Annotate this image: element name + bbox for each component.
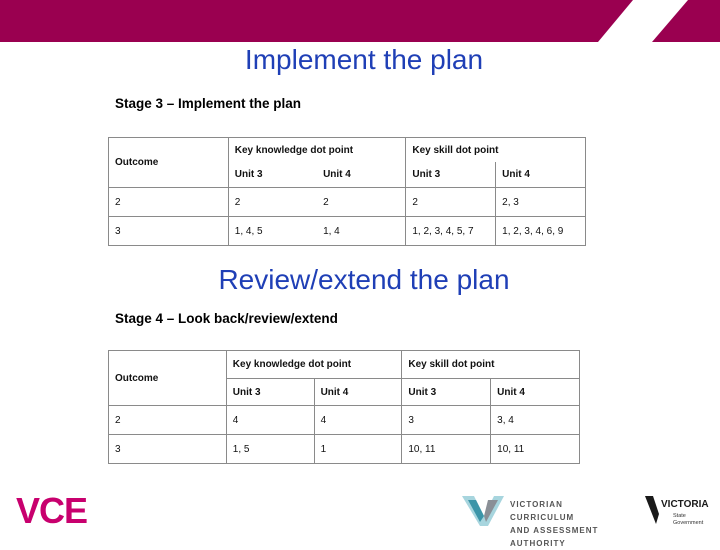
table-cell: 1 xyxy=(314,435,402,464)
outcome-cell: 3 xyxy=(109,435,227,464)
victoria-name: VICTORIA xyxy=(661,499,709,510)
header-banner xyxy=(0,0,720,42)
table-row xyxy=(109,435,580,464)
outcome-header: Outcome xyxy=(109,351,227,406)
victoria-sub-state: State xyxy=(673,513,686,519)
outcome-cell: 3 xyxy=(109,217,229,246)
unit-header: Unit 3 xyxy=(402,379,491,406)
table-cell: 4 xyxy=(314,406,402,435)
vcaa-line1: VICTORIAN CURRICULUM xyxy=(510,500,575,522)
unit-header: Unit 3 xyxy=(406,162,496,188)
table-cell: 1, 5 xyxy=(226,435,314,464)
victoria-subtitle xyxy=(673,513,703,527)
outcome-header: Outcome xyxy=(109,138,229,188)
table-cell: 2, 3 xyxy=(496,188,586,217)
vcaa-logo xyxy=(462,492,628,548)
outcome-cell: 2 xyxy=(109,188,229,217)
victoria-sub-government: Government xyxy=(673,520,704,526)
table-cell: 2 xyxy=(406,188,496,217)
stage4-heading: Stage 4 – Look back/review/extend xyxy=(115,311,338,326)
table-cell: 10, 11 xyxy=(491,435,580,464)
unit-header: Unit 3 xyxy=(228,162,317,188)
knowledge-header: Key knowledge dot point xyxy=(226,351,402,379)
table-header-row xyxy=(109,351,580,379)
table-cell: 1, 2, 3, 4, 6, 9 xyxy=(496,217,586,246)
slide-title-review: Review/extend the plan xyxy=(218,264,510,295)
table-row xyxy=(109,188,586,217)
stage3-heading: Stage 3 – Implement the plan xyxy=(115,96,302,111)
unit-header: Unit 3 xyxy=(226,379,314,406)
table-cell: 4 xyxy=(226,406,314,435)
vcaa-line2: AND ASSESSMENT AUTHORITY xyxy=(510,526,599,548)
unit-header: Unit 4 xyxy=(317,162,406,188)
table-cell: 3, 4 xyxy=(491,406,580,435)
table-cell: 1, 4 xyxy=(317,217,406,246)
slide-title-implement: Implement the plan xyxy=(244,44,484,75)
skill-header: Key skill dot point xyxy=(402,351,580,379)
knowledge-header: Key knowledge dot point xyxy=(228,138,406,163)
table-row xyxy=(109,406,580,435)
table-cell: 2 xyxy=(228,188,317,217)
vce-logo: VCE xyxy=(16,490,88,531)
table-cell: 10, 11 xyxy=(402,435,491,464)
vcaa-logo-icon xyxy=(462,492,504,528)
table-header-row xyxy=(109,138,586,163)
stage3-table xyxy=(108,137,586,246)
unit-header: Unit 4 xyxy=(496,162,586,188)
stage4-table xyxy=(108,350,580,464)
outcome-cell: 2 xyxy=(109,406,227,435)
unit-header: Unit 4 xyxy=(314,379,402,406)
table-cell: 1, 2, 3, 4, 5, 7 xyxy=(406,217,496,246)
skill-header: Key skill dot point xyxy=(406,138,586,163)
table-cell: 1, 4, 5 xyxy=(228,217,317,246)
vcaa-name xyxy=(510,498,628,550)
table-cell: 3 xyxy=(402,406,491,435)
table-row xyxy=(109,217,586,246)
unit-header: Unit 4 xyxy=(491,379,580,406)
victoria-government-logo xyxy=(645,494,715,534)
table-cell: 2 xyxy=(317,188,406,217)
